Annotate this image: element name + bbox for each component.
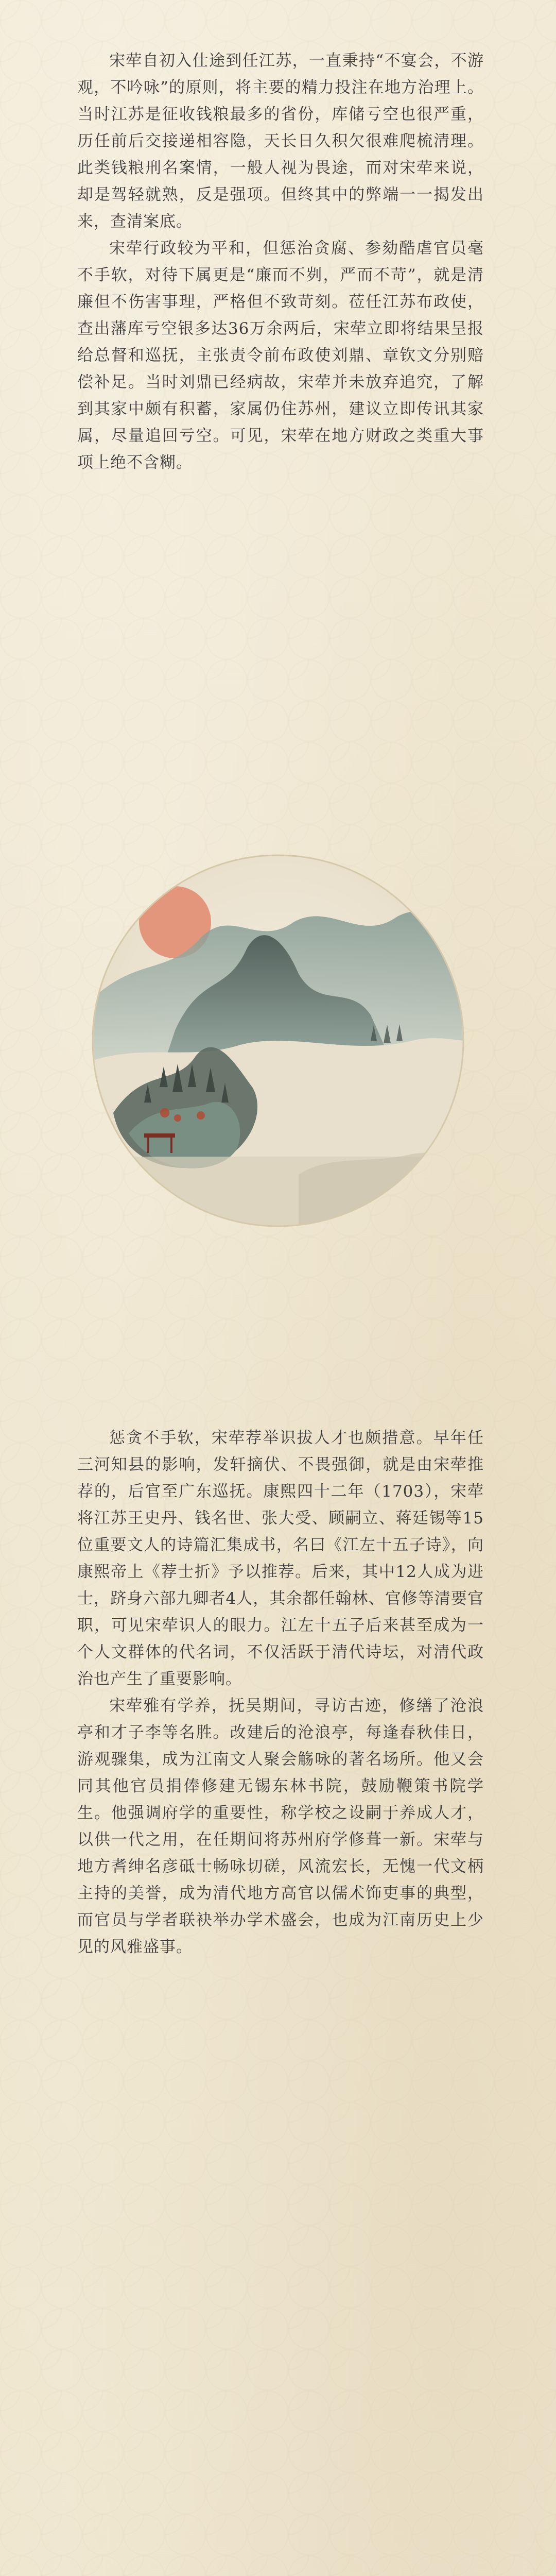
section2-paragraph-2: 宋荦雅有学养，抚吴期间，寻访古迹，修缮了沧浪亭和才子李等名胜。改建后的沧浪亭，每逢春秋佳日，游观骤集，成为江南文人聚会觞咏的著名场所。他又会同其他官员捐俸修建无锡东林书院，鼓励鞭策书院学生。他强调府学的重要性，称学校之设嗣于养成人才，以供一代之用，在任期间将苏州府学修葺一新。宋荦与地方耆绅名彦砥士畅咏切磋，风流宏长，无愧一代文柄主持的美誉，成为清代地方高官以儒术饰吏事的典型，而官员与学者联袂举办学术盛会，也成为江南历史上少见的风雅盛事。 [77, 1697, 484, 1956]
round-landscape-painting-icon [82, 845, 474, 1236]
article-section-2 [77, 1425, 484, 1960]
section1-paragraph-1: 宋荦自初入仕途到任江苏，一直秉持“不宴会，不游观，不吟咏”的原则，将主要的精力投注在地方治理上。当时江苏是征收钱粮最多的省份，库储亏空也很严重，历任前后交接递相容隐，天长日久积欠很难爬梳清理。此类钱粮刑名案情，一般人视为畏途，而对宋荦来说，却是驾轻就熟，反是强项。但终其中的弊端一一揭发出来，查清案底。 [77, 52, 484, 231]
section2-paragraph-1: 惩贪不手软，宋荦荐举识拔人才也颇措意。早年任三河知县的影响，发轩摘伏、不畏强御，就是由宋荦推荐的，后官至广东巡抚。康熙四十二年（1703），宋荦将江苏王史丹、钱名世、张大受、顾嗣立、蒋廷锡等15位重要文人的诗篇汇集成书，名曰《江左十五子诗》，向康熙帝上《荐士折》予以推荐。后来，其中12人成为进士，跻身六部九卿者4人，其余都任翰林、官修等清要官职，可见宋荦识人的眼力。江左十五子后来甚至成为一个人文群体的代名词，不仅活跃于清代诗坛，对清代政治也产生了重要影响。 [77, 1429, 484, 1688]
article-section-1 [77, 47, 484, 476]
section1-paragraph-2: 宋荦行政较为平和，但惩治贪腐、参劾酷虐官员毫不手软，对待下属更是“廉而不刿，严而不苛”，就是清廉但不伤害事理，严格但不致苛刻。莅任江苏布政使，查出藩库亏空银多达36万余两后，宋荦立即将结果呈报给总督和巡抚，主张责令前布政使刘鼎、章钦文分别赔偿补足。当时刘鼎已经病故，宋荦并未放弃追究，了解到其家中颇有积蓄，家属仍住苏州，建议立即传讯其家属，尽量追回亏空。可见，宋荦在地方财政之类重大事项上绝不含糊。 [77, 239, 484, 472]
